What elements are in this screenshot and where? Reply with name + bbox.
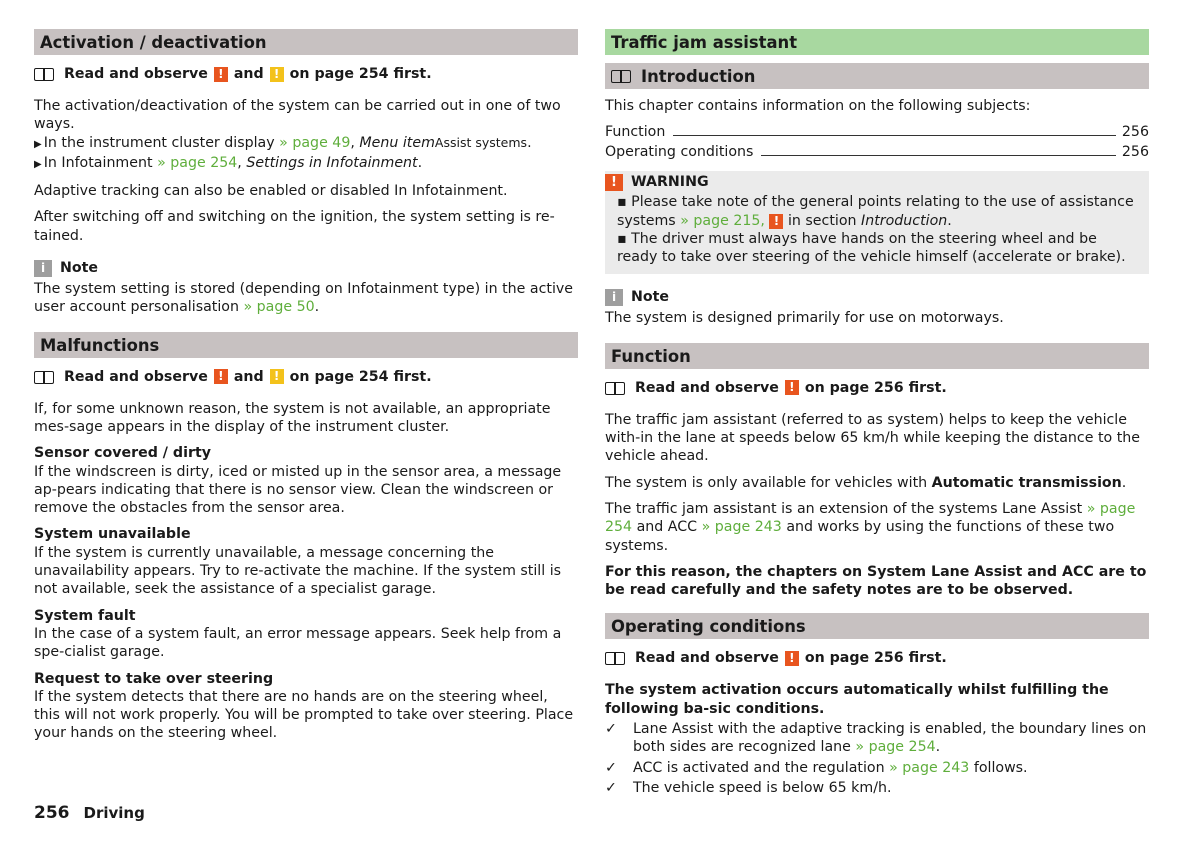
note-text: The system is designed primarily for use on motorways. [605,310,1004,327]
warning-icon: ! [785,651,799,666]
book-icon [34,370,54,384]
page-link[interactable]: » page 49 [279,134,351,151]
section-name: Driving [83,804,145,822]
note-heading: i Note [34,259,578,277]
book-icon [611,69,631,83]
list-item: ▪ The driver must always have hands on the steering wheel and be ready to take over steering of the vehicle himself (accelerate or brake). [617,230,1126,266]
page-number: 256 [34,803,70,823]
page-link[interactable]: » page 243 [701,519,782,536]
page-link[interactable]: » page 50 [243,299,315,316]
page-link[interactable]: » page 254 [157,154,238,171]
warning-icon: ! [605,174,623,191]
chapter-heading: Traffic jam assistant [605,29,1149,55]
triangle-bullet-icon: ▶ [34,138,42,150]
paragraph: The traffic jam assistant is an extension of the systems Lane Assist » page 254 and ACC » page 243 and works by using the functions of these two systems. [605,500,1136,554]
page-link[interactable]: » page 215, [680,212,765,229]
warning-icon: ! [214,369,228,384]
toc-entry[interactable]: Function 256 [605,124,1149,140]
read-observe-line: Read and observe ! on page 256 first. [605,649,1149,667]
paragraph: The system is only available for vehicles with Automatic transmission. [605,474,1127,491]
info-icon: i [34,260,52,277]
paragraph: Adaptive tracking can also be enabled or disabled In Infotainment. [34,183,508,200]
paragraph: After switching off and switching on the ignition, the system setting is re-tained. [34,209,555,244]
page-footer [34,804,145,822]
warning-box [605,171,1149,274]
paragraph: For this reason, the chapters on System Lane Assist and ACC are to be read carefully and the safety notes are to be observed. [605,563,1147,599]
list-item: ▶ In Infotainment » page 254, Settings in Infotainment. [34,154,423,171]
subheading: System fault [34,607,136,624]
paragraph: The traffic jam assistant (referred to as system) helps to keep the vehicle with-in the lane at speeds below 65 km/h while keeping the distance to the vehicle ahead. [605,411,1140,465]
list-item: ✓ ACC is activated and the regulation » page 243 follows. [605,759,1028,776]
list-item: ✓ The vehicle speed is below 65 km/h. [605,779,892,796]
check-icon: ✓ [605,721,617,738]
page-link[interactable]: » page 254 [855,739,936,756]
paragraph: If the system detects that there are no hands are on the steering wheel, this will not work properly. You will be prompted to take over steering. Place your hands on the steering wheel. [34,688,574,742]
warning-heading: ! WARNING [605,173,1137,191]
activation-heading: Activation / deactivation [34,29,578,55]
list-item: ✓ Lane Assist with the adaptive tracking is enabled, the boundary lines on both sides are recognized lane » page 254. [605,721,1147,756]
note-heading: i Note [605,288,1149,306]
book-icon [605,651,625,665]
check-icon: ✓ [605,759,617,776]
list-item: ▪ Please take note of the general points relating to the use of assistance systems » page 215, ! in section Introduction. [617,194,1134,229]
read-observe-line: Read and observe ! on page 256 first. [605,379,1149,397]
list-item: ▶ In the instrument cluster display » page 49, Menu itemAssist systems. [34,134,532,151]
note-text: The system setting is stored (depending on Infotainment type) in the active user account personalisation » page 50. [34,281,574,316]
bullet-list [34,134,578,175]
paragraph: The activation/deactivation of the system can be carried out in one of two ways. [34,98,561,133]
paragraph: If the windscreen is dirty, iced or misted up in the sensor area, a message ap-pears indicating that there is no sensor view. Clean the windscreen or remove the obstacles from the sensor area. [34,463,562,517]
paragraph: If the system is currently unavailable, a message concerning the unavailability appears. Try to re-activate the machine. If the system still is not available, seek the assistance of a specialist garage. [34,544,562,598]
subheading: System unavailable [34,526,191,543]
toc-entry[interactable]: Operating conditions 256 [605,144,1149,160]
page-link[interactable]: » page 243 [889,759,970,776]
function-heading: Function [605,343,1149,369]
subheading: Sensor covered / dirty [34,445,211,462]
malfunctions-heading: Malfunctions [34,332,578,358]
paragraph: This chapter contains information on the following subjects: [605,98,1031,114]
info-icon: i [605,289,623,306]
left-column [34,29,578,751]
caution-icon: ! [270,67,284,82]
read-observe-line: Read and observe ! and ! on page 254 first. [34,368,578,386]
subheading: Request to take over steering [34,670,274,687]
warning-icon: ! [769,214,783,229]
paragraph: In the case of a system fault, an error message appears. Seek help from a spe-cialist garage. [34,625,562,661]
paragraph: If, for some unknown reason, the system is not available, an appropriate mes-sage appears in the display of the instrument cluster. [34,400,551,435]
page-link[interactable]: » page 254 [605,500,1136,536]
operating-heading: Operating conditions [605,613,1149,639]
paragraph: The system activation occurs automatically whilst fulfilling the following ba-sic conditions. [605,682,1109,717]
book-icon [605,381,625,395]
check-icon: ✓ [605,779,617,796]
right-column [605,29,1149,799]
book-icon [34,67,54,81]
warning-icon: ! [214,67,228,82]
introduction-heading: Introduction [605,63,1149,89]
triangle-bullet-icon: ▶ [34,158,42,170]
warning-icon: ! [785,380,799,395]
read-observe-line: Read and observe ! and ! on page 254 first. [34,65,578,83]
caution-icon: ! [270,369,284,384]
